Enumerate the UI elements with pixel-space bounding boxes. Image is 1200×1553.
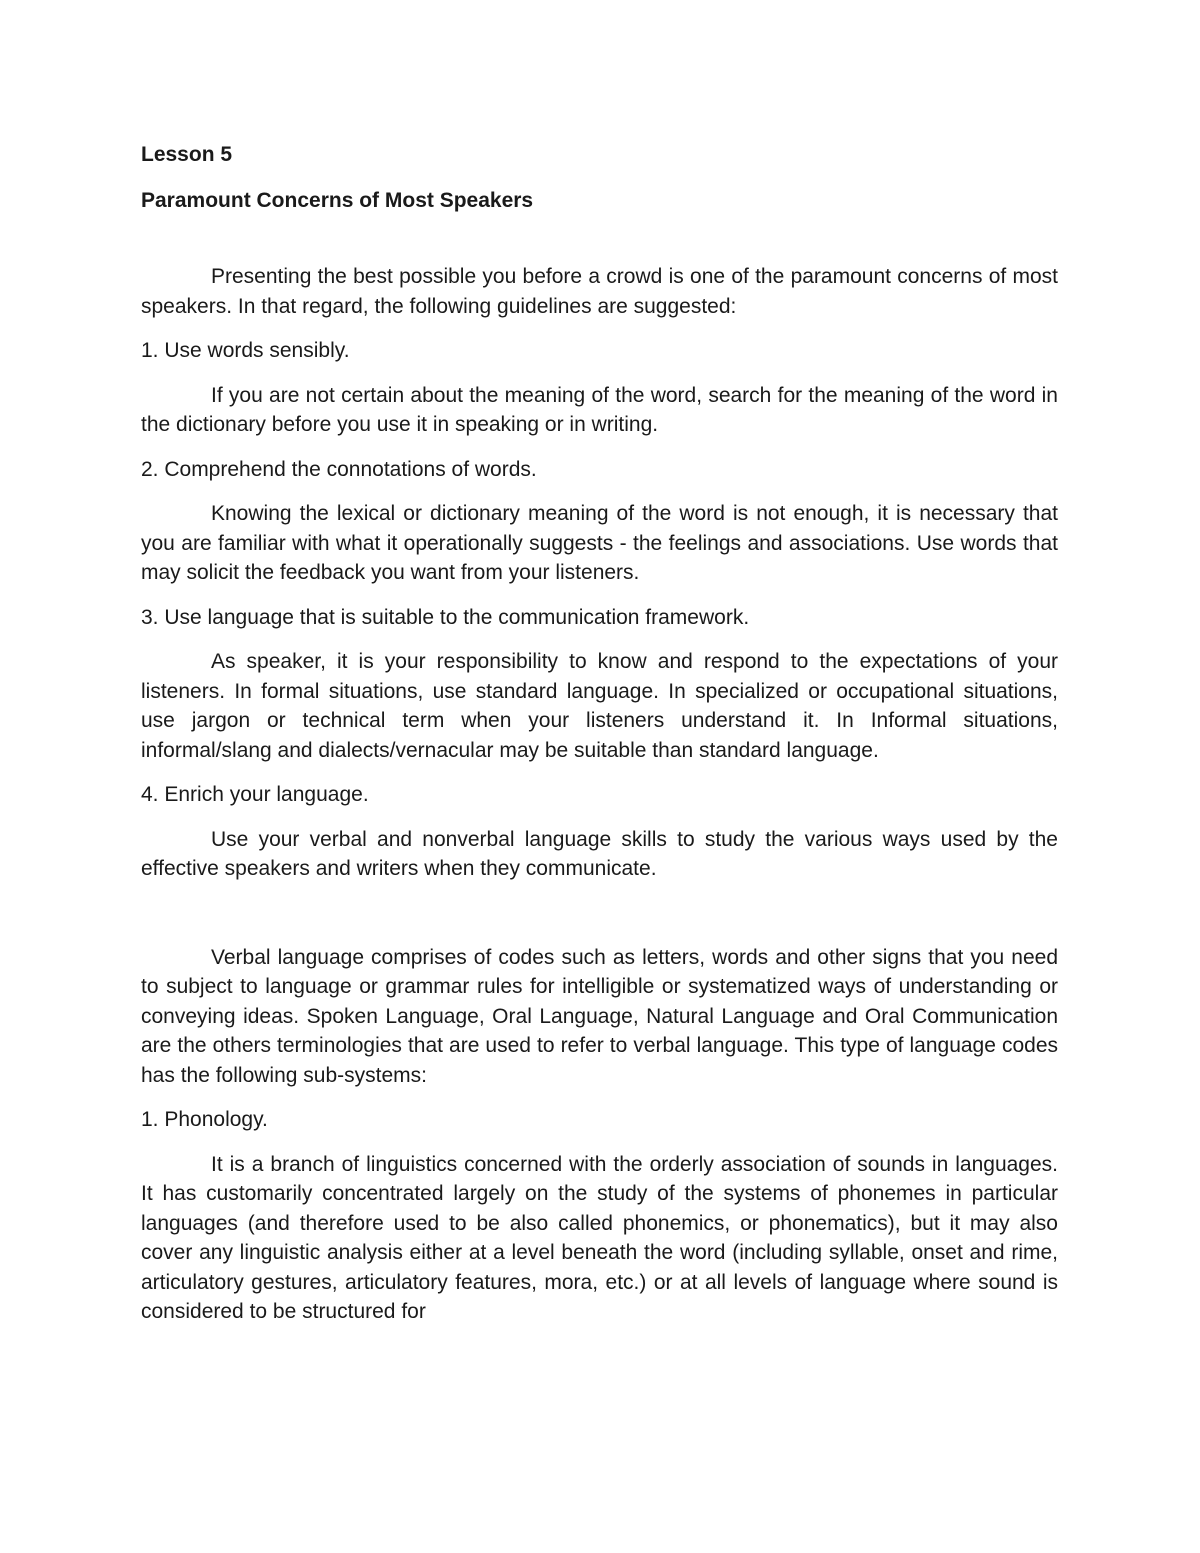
section-gap bbox=[141, 899, 1058, 943]
lesson-number: Lesson 5 bbox=[141, 143, 233, 166]
guideline-body: Use your verbal and nonverbal language skills to study the various ways used by the effective speakers and writers when they communicate. bbox=[141, 827, 1058, 880]
guideline-heading: 2. Comprehend the connotations of words. bbox=[141, 457, 537, 481]
document-page bbox=[141, 140, 1058, 1342]
subsystem-body: It is a branch of linguistics concerned with the orderly association of sounds in languages. It has customarily concentrated largely on the study of the systems of phonemes in particular languages (and therefore used to be also called phonemics, or phonematics), but it may also cover any linguistic analysis either at a level beneath the word (including syllable, onset and rime, articulatory gestures, articulatory features, mora, etc.) or at all levels of language where sound is considered to be structured for bbox=[141, 1152, 1058, 1323]
guideline-heading: 4. Enrich your language. bbox=[141, 783, 369, 806]
guideline-heading: 1. Use words sensibly. bbox=[141, 339, 350, 362]
subsystem-heading: 1. Phonology. bbox=[141, 1108, 268, 1131]
lesson-title: Paramount Concerns of Most Speakers bbox=[141, 189, 534, 212]
verbal-language-paragraph: Verbal language comprises of codes such as letters, words and other signs that you need to subject to language or grammar rules for intelligible or systematized ways of understanding or conveying ideas. Spoken Language, Oral Language, Natural Language and Oral Communication are the others terminologies that are used to refer to verbal language. This type of language codes has the following sub-systems: bbox=[141, 945, 1058, 1087]
guideline-heading: 3. Use language that is suitable to the communication framework. bbox=[141, 605, 750, 629]
guideline-body: Knowing the lexical or dictionary meaning of the word is not enough, it is necessary that you are familiar with what it operationally suggests - the feelings and associations. Use words that may solicit the feedback you want from your listeners. bbox=[141, 502, 1058, 584]
guideline-body: If you are not certain about the meaning of the word, search for the meaning of the word in the dictionary before you use it in speaking or in writing. bbox=[141, 383, 1058, 436]
intro-paragraph: Presenting the best possible you before a crowd is one of the paramount concerns of most speakers. In that regard, the following guidelines are suggested: bbox=[141, 265, 1058, 318]
guideline-body: As speaker, it is your responsibility to know and respond to the expectations of your listeners. In formal situations, use standard language. In specialized or occupational situations, use jargon or technical term when your listeners understand it. In Informal situations, informal/slang and dialects/vernacular may be suitable than standard language. bbox=[141, 650, 1058, 762]
